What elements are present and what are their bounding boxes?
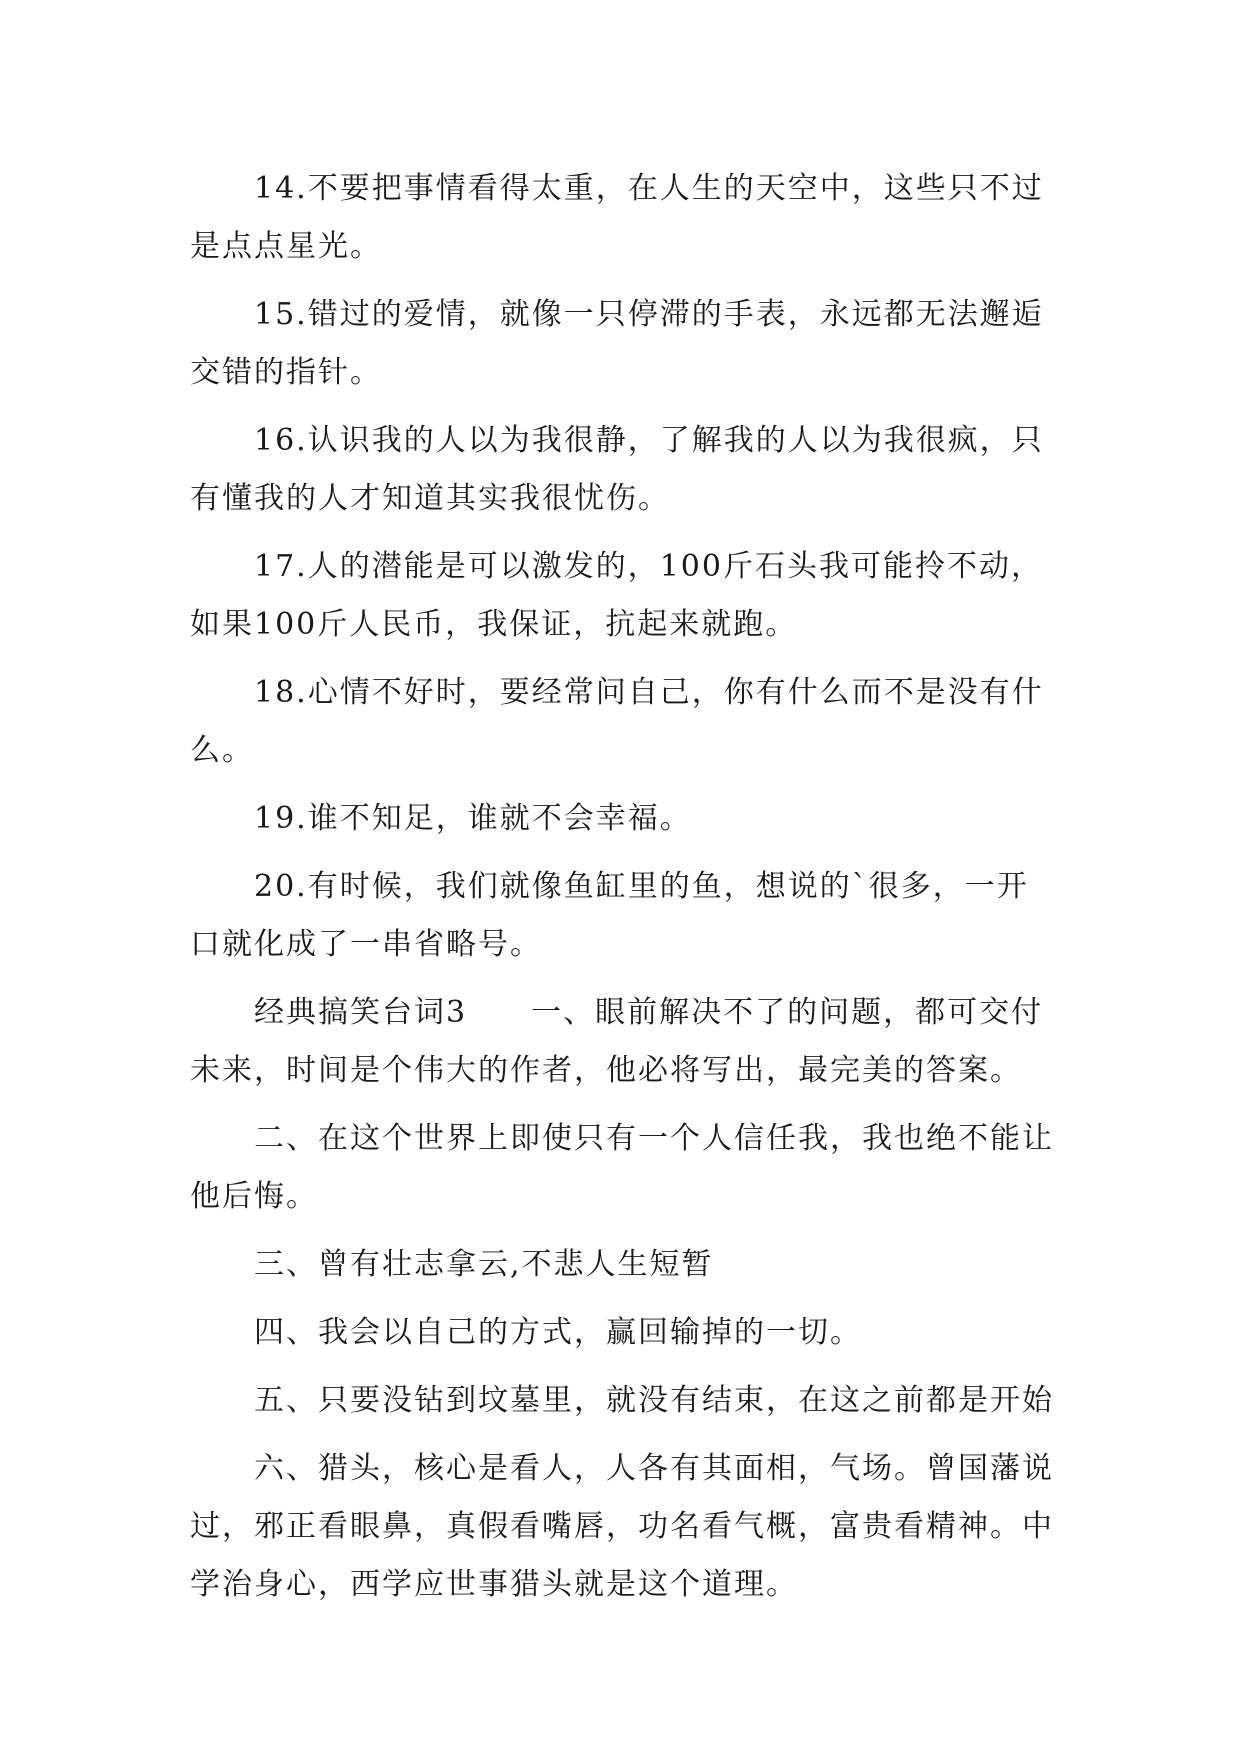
paragraph-six: 六、猎头，核心是看人，人各有其面相，气场。曾国藩说过，邪正看眼鼻，真假看嘴唇，功名看气概，富贵看精神。中学治身心，西学应世事猎头就是这个道理。: [190, 1451, 1054, 1602]
paragraph-section-3-one: 经典搞笑台词3 一、眼前解决不了的问题，都可交付未来，时间是个伟大的作者，他必将写出，最完美的答案。: [190, 995, 1044, 1088]
paragraph-two: 二、在这个世界上即使只有一个人信任我，我也绝不能让他后悔。: [190, 1121, 1054, 1214]
paragraph-14: 14.不要把事情看得太重，在人生的天空中，这些只不过是点点星光。: [190, 171, 1044, 264]
paragraph-four: 四、我会以自己的方式，赢回输掉的一切。: [254, 1315, 862, 1350]
paragraph-17: 17.人的潜能是可以激发的，100斤石头我可能拎不动，如果100斤人民币，我保证，抗起来就跑。: [190, 549, 1043, 642]
document-body: [190, 160, 1060, 1624]
paragraph-20: 20.有时候，我们就像鱼缸里的鱼，想说的`很多，一开口就化成了一串省略号。: [190, 869, 1029, 962]
paragraph-18: 18.心情不好时，要经常问自己，你有什么而不是没有什么。: [190, 675, 1044, 768]
paragraph-19: 19.谁不知足，谁就不会幸福。: [254, 801, 692, 836]
paragraph-three: 三、曾有壮志拿云,不悲人生短暂: [254, 1247, 714, 1282]
paragraph-15: 15.错过的爱情，就像一只停滞的手表，永远都无法邂逅交错的指针。: [190, 297, 1044, 390]
paragraph-16: 16.认识我的人以为我很静，了解我的人以为我很疯，只有懂我的人才知道其实我很忧伤。: [190, 423, 1044, 516]
paragraph-five: 五、只要没钻到坟墓里，就没有结束，在这之前都是开始: [254, 1383, 1054, 1418]
